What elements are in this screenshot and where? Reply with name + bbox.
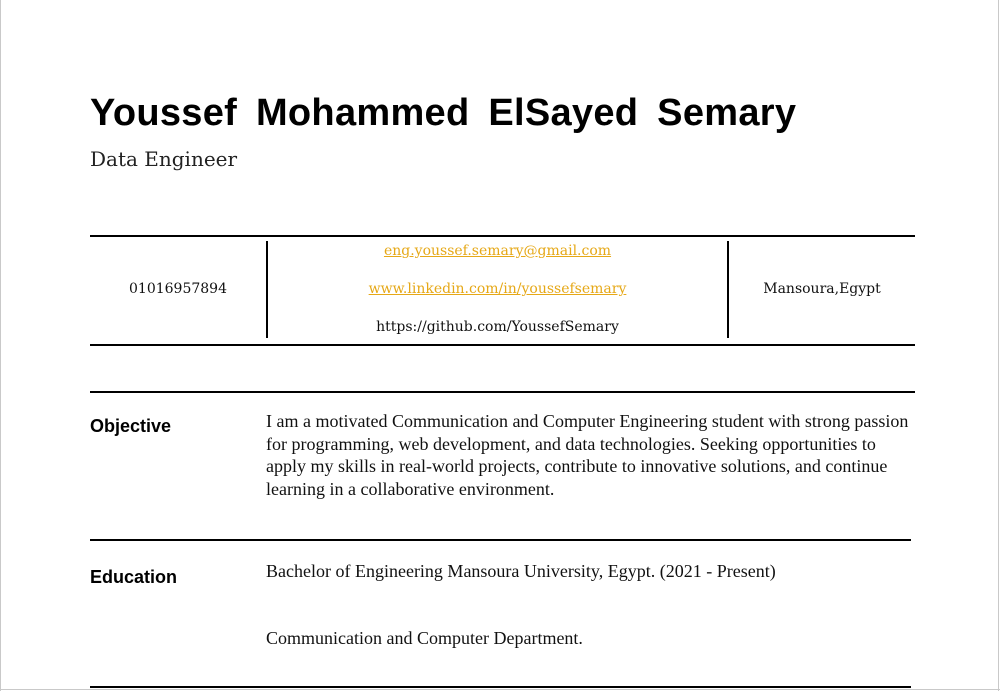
contact-bottom-rule	[90, 344, 915, 346]
objective-text: I am a motivated Communication and Computer Engineering student with strong passion for programming, web development, and data technologies. Seeking opportunities to apply my skills in real-world projects, contribute to innovative solutions, and continue learning in a collaborative environment.	[266, 411, 909, 499]
email-row	[268, 243, 727, 259]
linkedin-link[interactable]: www.linkedin.com/in/youssefsemary	[368, 281, 627, 297]
page-border-right	[998, 0, 999, 691]
objective-heading: Objective	[90, 416, 172, 436]
contact-top-rule	[90, 235, 915, 237]
resume-name: Youssef Mohammed ElSayed Semary	[90, 92, 797, 134]
location: Mansoura,Egypt	[763, 281, 881, 297]
page-border-bottom	[0, 689, 1000, 690]
education-department: Communication and Computer Department.	[266, 628, 583, 648]
objective-top-rule	[90, 391, 915, 393]
linkedin-row	[268, 281, 727, 297]
education-bottom-rule	[90, 686, 911, 688]
github-url: https://github.com/YoussefSemary	[376, 319, 619, 335]
resume-job-title: Data Engineer	[90, 147, 238, 171]
education-heading: Education	[90, 567, 178, 587]
phone-number: 01016957894	[129, 281, 227, 297]
email-link[interactable]: eng.youssef.semary@gmail.com	[383, 243, 612, 259]
education-top-rule	[90, 539, 911, 541]
education-degree: Bachelor of Engineering Mansoura University, Egypt. (2021 - Present)	[266, 561, 776, 581]
page-border-left	[0, 0, 1, 691]
